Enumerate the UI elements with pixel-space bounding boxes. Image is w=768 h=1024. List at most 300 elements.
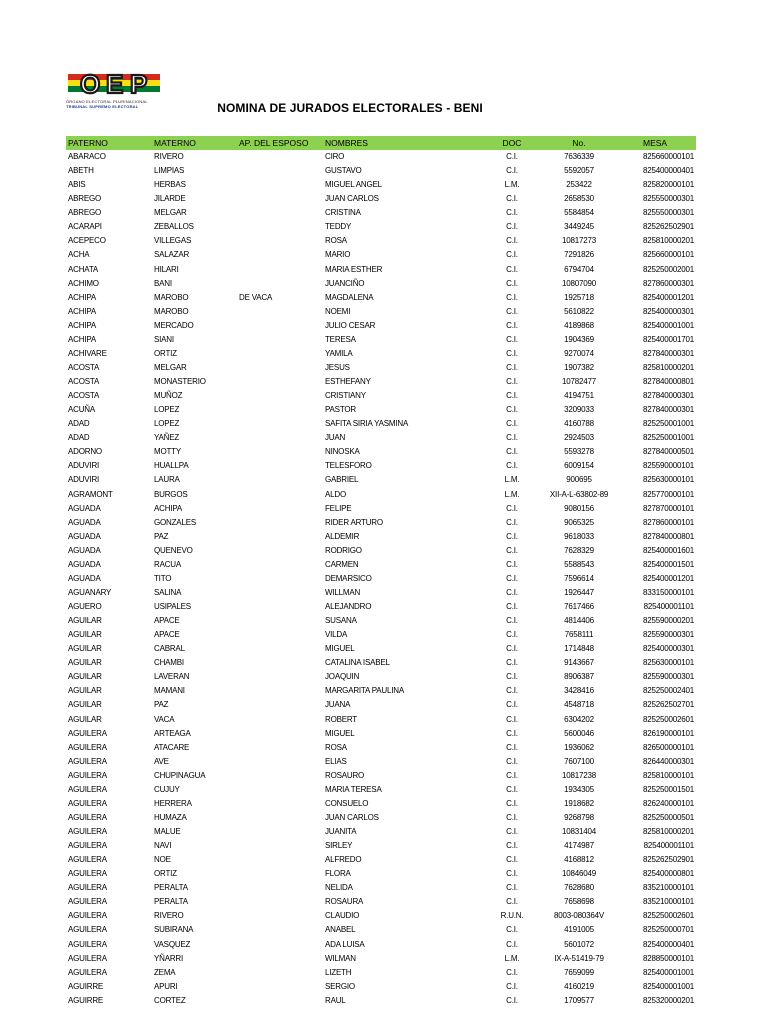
cell-paterno: AGUILERA: [68, 953, 107, 963]
cell-no: 10817238: [562, 770, 596, 780]
table-row: [66, 952, 696, 966]
table-row: [66, 783, 696, 797]
table-row: [66, 459, 696, 473]
cell-doc: L.M.: [504, 475, 520, 485]
cell-ap-esposo: [239, 347, 325, 361]
cell-paterno: AGUILERA: [68, 770, 107, 780]
cell-materno: LOPEZ: [154, 419, 180, 429]
cell-no: 1925718: [564, 292, 594, 302]
table-row: [66, 670, 696, 684]
cell-paterno: ACOSTA: [68, 362, 100, 372]
cell-nombres: SAFITA SIRIA YASMINA: [325, 419, 409, 429]
cell-paterno: AGUILERA: [68, 756, 107, 766]
cell-ap-esposo: [239, 909, 325, 923]
cell-doc: C.I.: [506, 362, 518, 372]
cell-paterno: ACHIVARE: [68, 348, 107, 358]
cell-ap-esposo: [239, 206, 325, 220]
table-row: [66, 473, 696, 487]
cell-ap-esposo: [239, 769, 325, 783]
table-row: [66, 445, 696, 459]
cell-no: 7291826: [564, 250, 594, 260]
cell-doc: C.I.: [506, 391, 518, 401]
cell-no: 1926447: [564, 587, 594, 597]
cell-materno: SUBIRANA: [154, 925, 194, 935]
cell-nombres: MIGUEL ANGEL: [325, 180, 382, 190]
table-row: [66, 966, 696, 980]
cell-materno: MALUE: [154, 827, 181, 837]
col-header-mesa: MESA: [643, 138, 668, 148]
table-row: [66, 895, 696, 909]
cell-no: 1918682: [564, 798, 594, 808]
cell-paterno: ACHATA: [68, 264, 99, 274]
cell-ap-esposo: [239, 445, 325, 459]
cell-paterno: AGUILERA: [68, 742, 107, 752]
cell-nombres: CLAUDIO: [325, 911, 360, 921]
cell-ap-esposo: [239, 572, 325, 586]
cell-ap-esposo: [239, 164, 325, 178]
cell-materno: SIANI: [154, 334, 174, 344]
cell-doc: C.I.: [506, 152, 518, 162]
cell-nombres: ALEJANDRO: [325, 602, 372, 612]
logo-subtitle-1: ÓRGANO ELECTORAL PLURINACIONAL: [66, 99, 148, 104]
cell-nombres: ROSA: [325, 236, 347, 246]
cell-ap-esposo: [239, 473, 325, 487]
cell-doc: C.I.: [506, 433, 518, 443]
cell-ap-esposo: [239, 755, 325, 769]
cell-nombres: MARGARITA PAULINA: [325, 686, 404, 696]
cell-mesa: 825590000101: [643, 461, 694, 471]
cell-ap-esposo: [239, 178, 325, 192]
cell-no: 10807090: [562, 278, 596, 288]
cell-mesa: 825550000301: [643, 208, 694, 218]
cell-doc: C.I.: [506, 742, 518, 752]
table-row: [66, 881, 696, 895]
cell-materno: CORTEZ: [154, 995, 186, 1005]
cell-nombres: FLORA: [325, 869, 351, 879]
cell-nombres: ALDO: [325, 489, 346, 499]
table-row: [66, 375, 696, 389]
cell-mesa: 825250000701: [643, 925, 694, 935]
cell-materno: BURGOS: [154, 489, 188, 499]
table-row: [66, 825, 696, 839]
table-header-row: [66, 136, 696, 150]
table-row: [66, 389, 696, 403]
cell-mesa: 828850000101: [643, 953, 694, 963]
table-row: [66, 713, 696, 727]
table-row: [66, 600, 696, 614]
cell-materno: ATACARE: [154, 742, 190, 752]
cell-no: 8003-080364V: [553, 911, 605, 921]
cell-no: 9618033: [564, 531, 594, 541]
table-row: [66, 769, 696, 783]
cell-paterno: AGUILERA: [68, 911, 107, 921]
table-row: [66, 502, 696, 516]
cell-no: 9065325: [564, 517, 594, 527]
col-header-no: No.: [572, 138, 586, 148]
cell-materno: CABRAL: [154, 644, 185, 654]
cell-ap-esposo: [239, 558, 325, 572]
cell-paterno: AGUILERA: [68, 827, 107, 837]
cell-doc: C.I.: [506, 855, 518, 865]
cell-materno: APACE: [154, 616, 180, 626]
table-row: [66, 403, 696, 417]
cell-doc: C.I.: [506, 531, 518, 541]
cell-nombres: ADA LUISA: [325, 939, 365, 949]
cell-no: 7658111: [564, 630, 594, 640]
table-row: [66, 150, 696, 164]
table-row: [66, 656, 696, 670]
cell-materno: PERALTA: [154, 897, 188, 907]
cell-ap-esposo: [239, 333, 325, 347]
col-header-ap-esposo: AP. DEL ESPOSO: [239, 138, 309, 148]
cell-ap-esposo: [239, 670, 325, 684]
cell-no: 10831404: [562, 827, 596, 837]
cell-doc: C.I.: [506, 869, 518, 879]
cell-no: 7596614: [564, 573, 594, 583]
cell-ap-esposo: [239, 459, 325, 473]
cell-mesa: 825400001201: [643, 292, 694, 302]
cell-nombres: JUAN: [325, 433, 346, 443]
table-row: [66, 516, 696, 530]
table-row: [66, 417, 696, 431]
cell-doc: C.I.: [506, 602, 518, 612]
cell-mesa: 825400001201: [643, 573, 694, 583]
cell-mesa: 833150000101: [643, 587, 694, 597]
cell-nombres: PASTOR: [325, 405, 356, 415]
cell-nombres: RODRIGO: [325, 545, 362, 555]
cell-paterno: AGUILERA: [68, 812, 107, 822]
cell-doc: C.I.: [506, 573, 518, 583]
cell-no: 6009154: [564, 461, 594, 471]
cell-mesa: 825262502701: [643, 700, 694, 710]
cell-doc: C.I.: [506, 278, 518, 288]
cell-ap-esposo: [239, 248, 325, 262]
cell-nombres: MARIA ESTHER: [325, 264, 383, 274]
cell-materno: LAVERAN: [154, 672, 190, 682]
cell-doc: C.I.: [506, 812, 518, 822]
cell-nombres: JESUS: [325, 362, 350, 372]
col-header-materno: MATERNO: [154, 138, 196, 148]
cell-nombres: ELIAS: [325, 756, 347, 766]
cell-ap-esposo: [239, 530, 325, 544]
cell-doc: L.M.: [504, 953, 520, 963]
cell-nombres: ROSAURO: [325, 770, 365, 780]
cell-paterno: AGUILAR: [68, 616, 102, 626]
cell-ap-esposo: [239, 656, 325, 670]
cell-paterno: AGUILAR: [68, 686, 102, 696]
cell-materno: VASQUEZ: [154, 939, 191, 949]
cell-no: 900695: [566, 475, 592, 485]
cell-nombres: SERGIO: [325, 981, 355, 991]
cell-ap-esposo: [239, 305, 325, 319]
cell-materno: HUALLPA: [154, 461, 189, 471]
cell-materno: QUENEVO: [154, 545, 193, 555]
table-row: [66, 853, 696, 867]
cell-no: 3428416: [564, 686, 594, 696]
cell-ap-esposo: [239, 192, 325, 206]
cell-doc: C.I.: [506, 503, 518, 513]
cell-no: 1934305: [564, 784, 594, 794]
cell-mesa: 825250002601: [643, 714, 694, 724]
cell-ap-esposo: [239, 417, 325, 431]
table-row: [66, 431, 696, 445]
cell-mesa: 825250000501: [643, 812, 694, 822]
cell-ap-esposo: [239, 586, 325, 600]
cell-materno: BANI: [154, 278, 172, 288]
cell-mesa: 826500000101: [643, 742, 694, 752]
cell-mesa: 827860000301: [643, 278, 694, 288]
table-row: [66, 614, 696, 628]
cell-materno: APACE: [154, 630, 180, 640]
cell-doc: C.I.: [506, 559, 518, 569]
cell-materno: NOE: [154, 855, 171, 865]
cell-mesa: 825400000401: [643, 939, 694, 949]
cell-paterno: ACHIPA: [68, 292, 96, 302]
cell-mesa: 825400001501: [643, 559, 694, 569]
cell-materno: AVE: [154, 756, 169, 766]
cell-no: 3209033: [564, 405, 594, 415]
cell-mesa: 825400000301: [643, 644, 694, 654]
cell-mesa: 827840000301: [643, 391, 694, 401]
cell-doc: C.I.: [506, 222, 518, 232]
cell-paterno: AGUILERA: [68, 784, 107, 794]
cell-materno: MONASTERIO: [154, 377, 206, 387]
table-row: [66, 544, 696, 558]
cell-doc: C.I.: [506, 756, 518, 766]
cell-nombres: TEDDY: [325, 222, 352, 232]
cell-materno: SALINA: [154, 587, 182, 597]
cell-mesa: 825400000401: [643, 166, 694, 176]
cell-doc: C.I.: [506, 461, 518, 471]
cell-mesa: 825400001001: [643, 981, 694, 991]
cell-mesa: 825250002001: [643, 264, 694, 274]
cell-doc: C.I.: [506, 447, 518, 457]
cell-ap-esposo: [239, 713, 325, 727]
cell-mesa: 835210000101: [643, 897, 694, 907]
cell-doc: C.I.: [506, 644, 518, 654]
cell-doc: C.I.: [506, 320, 518, 330]
table-row: [66, 938, 696, 952]
cell-paterno: ADAD: [68, 433, 90, 443]
cell-no: 5593278: [564, 447, 594, 457]
cell-materno: VACA: [154, 714, 175, 724]
cell-no: 253422: [566, 180, 592, 190]
cell-paterno: ACOSTA: [68, 391, 100, 401]
cell-nombres: JUANA: [325, 700, 351, 710]
cell-doc: C.I.: [506, 405, 518, 415]
cell-no: 5601072: [564, 939, 594, 949]
cell-paterno: AGUILERA: [68, 798, 107, 808]
cell-no: 7636339: [564, 152, 594, 162]
cell-nombres: MIGUEL: [325, 644, 355, 654]
table-row: [66, 811, 696, 825]
cell-materno: JILARDE: [154, 194, 186, 204]
table-row: [66, 755, 696, 769]
cell-no: 2658530: [564, 194, 594, 204]
cell-no: XII-A-L-63802-89: [549, 489, 609, 499]
cell-mesa: 827840000801: [643, 531, 694, 541]
table-row: [66, 628, 696, 642]
cell-doc: C.I.: [506, 334, 518, 344]
cell-paterno: AGUILERA: [68, 841, 107, 851]
cell-ap-esposo: [239, 684, 325, 698]
cell-mesa: 825400001001: [643, 967, 694, 977]
cell-ap-esposo: [239, 614, 325, 628]
cell-no: 1709577: [564, 995, 594, 1005]
cell-doc: C.I.: [506, 981, 518, 991]
cell-no: 1714848: [564, 644, 594, 654]
cell-nombres: CRISTIANY: [325, 391, 366, 401]
cell-ap-esposo: [239, 403, 325, 417]
cell-ap-esposo: [239, 375, 325, 389]
table-row: [66, 164, 696, 178]
cell-paterno: AGUANARY: [68, 587, 112, 597]
cell-nombres: MAGDALENA: [325, 292, 374, 302]
cell-paterno: ACHIPA: [68, 320, 96, 330]
cell-no: 4168812: [564, 855, 594, 865]
cell-materno: MERCADO: [154, 320, 194, 330]
table-row: [66, 220, 696, 234]
cell-ap-esposo: [239, 319, 325, 333]
cell-no: 10817273: [562, 236, 596, 246]
cell-paterno: AGUILAR: [68, 644, 102, 654]
cell-doc: C.I.: [506, 419, 518, 429]
cell-nombres: CRISTINA: [325, 208, 361, 218]
cell-no: 4160219: [564, 981, 594, 991]
cell-paterno: AGUADA: [68, 531, 101, 541]
cell-no: 1936062: [564, 742, 594, 752]
cell-ap-esposo: [239, 431, 325, 445]
cell-ap-esposo: [239, 938, 325, 952]
cell-doc: C.I.: [506, 348, 518, 358]
cell-nombres: NELIDA: [325, 883, 353, 893]
cell-nombres: FELIPE: [325, 503, 352, 513]
cell-materno: ZEBALLOS: [154, 222, 194, 232]
cell-no: 9270074: [564, 348, 594, 358]
cell-materno: HERRERA: [154, 798, 192, 808]
cell-nombres: JUANITA: [325, 827, 357, 837]
cell-doc: C.I.: [506, 517, 518, 527]
table-row: [66, 642, 696, 656]
cell-paterno: AGUADA: [68, 559, 101, 569]
svg-text:E: E: [106, 70, 124, 98]
cell-paterno: AGUILAR: [68, 672, 102, 682]
cell-doc: C.I.: [506, 658, 518, 668]
cell-doc: C.I.: [506, 798, 518, 808]
cell-paterno: AGUERO: [68, 602, 102, 612]
cell-mesa: 825630000101: [643, 658, 694, 668]
table-row: [66, 727, 696, 741]
cell-doc: R.U.N.: [500, 911, 524, 921]
cell-no: 5610822: [564, 306, 594, 316]
table-body: [66, 150, 696, 1008]
cell-ap-esposo: [239, 853, 325, 867]
cell-no: 7658698: [564, 897, 594, 907]
cell-no: 5584854: [564, 208, 594, 218]
cell-materno: TITO: [154, 573, 172, 583]
cell-doc: C.I.: [506, 166, 518, 176]
cell-mesa: 827870000101: [643, 503, 694, 513]
cell-mesa: 825590000301: [643, 630, 694, 640]
cell-mesa: 825810000201: [643, 362, 694, 372]
cell-no: 8906387: [564, 672, 594, 682]
cell-nombres: RAUL: [325, 995, 346, 1005]
cell-materno: PAZ: [154, 700, 169, 710]
table-row: [66, 319, 696, 333]
cell-nombres: NINOSKA: [325, 447, 360, 457]
cell-mesa: 825400001601: [643, 545, 694, 555]
cell-materno: MAROBO: [154, 292, 189, 302]
cell-no: 4191005: [564, 925, 594, 935]
cell-ap-esposo: [239, 389, 325, 403]
cell-paterno: ADUVIRI: [68, 461, 100, 471]
cell-no: 4194751: [564, 391, 594, 401]
cell-materno: RIVERO: [154, 911, 184, 921]
cell-materno: HERBAS: [154, 180, 186, 190]
cell-materno: ZEMA: [154, 967, 176, 977]
cell-ap-esposo: [239, 600, 325, 614]
table-row: [66, 333, 696, 347]
cell-nombres: ROSAURA: [325, 897, 364, 907]
cell-nombres: TELESFORO: [325, 461, 372, 471]
cell-no: 7607100: [564, 756, 594, 766]
col-header-nombres: NOMBRES: [325, 138, 368, 148]
cell-ap-esposo: [239, 502, 325, 516]
cell-nombres: SUSANA: [325, 616, 357, 626]
table-row: [66, 867, 696, 881]
cell-paterno: AGUILERA: [68, 939, 107, 949]
svg-text:P: P: [130, 70, 148, 98]
cell-materno: SALAZAR: [154, 250, 190, 260]
cell-materno: MUÑOZ: [154, 391, 183, 401]
cell-mesa: 825400001101: [643, 602, 694, 612]
cell-paterno: AGUILERA: [68, 897, 107, 907]
cell-paterno: AGUIRRE: [68, 995, 104, 1005]
cell-ap-esposo: [239, 980, 325, 994]
cell-doc: C.I.: [506, 728, 518, 738]
table-row: [66, 206, 696, 220]
cell-ap-esposo: [239, 881, 325, 895]
cell-no: 3449245: [564, 222, 594, 232]
cell-no: 7628680: [564, 883, 594, 893]
cell-ap-esposo: [239, 263, 325, 277]
cell-mesa: 825250002601: [643, 911, 694, 921]
cell-doc: C.I.: [506, 236, 518, 246]
cell-nombres: LIZETH: [325, 967, 352, 977]
cell-no: 9268798: [564, 812, 594, 822]
cell-mesa: 825400001101: [643, 841, 694, 851]
cell-paterno: ABIS: [68, 180, 86, 190]
cell-doc: L.M.: [504, 489, 520, 499]
cell-ap-esposo: [239, 797, 325, 811]
cell-mesa: 826240000101: [643, 798, 694, 808]
cell-nombres: GUSTAVO: [325, 166, 362, 176]
cell-paterno: AGUADA: [68, 503, 101, 513]
cell-materno: YÑARRI: [154, 953, 184, 963]
table-row: [66, 488, 696, 502]
cell-doc: C.I.: [506, 841, 518, 851]
cell-nombres: TERESA: [325, 334, 356, 344]
cell-doc: C.I.: [506, 306, 518, 316]
cell-materno: YAÑEZ: [154, 433, 180, 443]
cell-ap-esposo: [239, 783, 325, 797]
cell-no: 1904369: [564, 334, 594, 344]
cell-ap-esposo: [239, 867, 325, 881]
cell-nombres: VILDA: [325, 630, 348, 640]
cell-no: IX-A-51419-79: [554, 953, 604, 963]
cell-materno: LIMPIAS: [154, 166, 185, 176]
cell-mesa: 825810000201: [643, 827, 694, 837]
